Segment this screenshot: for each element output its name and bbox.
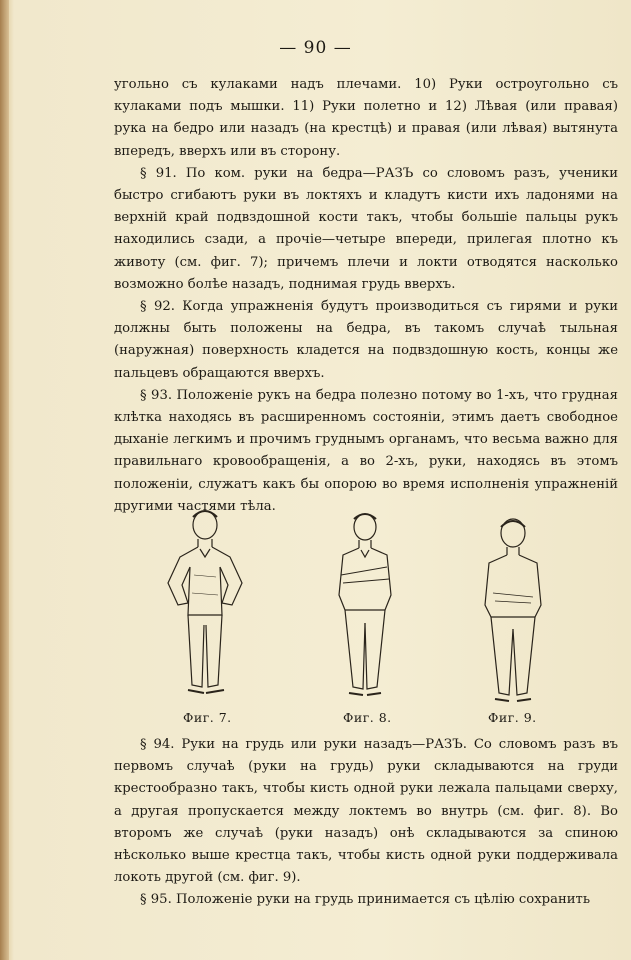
paragraph-93: § 93. Положеніе рукъ на бедра полезно потому во 1-хъ, что грудная клѣтка находясь въ расширенномъ состояніи, этимъ даетъ свободное дыханіе легкимъ и прочимъ груднымъ органамъ, что весьма важно для правильнаго кровообращенія, а во 2-хъ, руки, находясь въ этомъ положеніи, служатъ какъ бы опорою во время исполненія упражненій другими частями тѣла. bbox=[114, 387, 618, 514]
paragraph-91: § 91. По ком. руки на бедра—РАЗЪ со словомъ разъ, ученики быстро сгибаютъ руки въ локтяхъ и кладутъ кисти ихъ ладонями на верхній край подвздошной кости такъ, чтобы большіе пальцы рукъ находились сзади, а прочіе—четыре впереди, прилегая плотно къ животу (см. фиг. 7); причемъ плечи и локти отводятся насколько возможно болѣе назадъ, поднимая грудь вверхъ. bbox=[114, 165, 618, 292]
figure-9-caption: Фиг. 9. bbox=[488, 710, 537, 725]
paragraph-92: § 92. Когда упражненія будутъ производиться съ гирями и руки должны быть положены на бедра, въ такомъ случаѣ тыльная (наружная) поверхность кладется на подвздошную кость, концы же пальцевъ обращаются вверхъ. bbox=[114, 299, 618, 381]
figure-7-caption: Фиг. 7. bbox=[183, 710, 232, 725]
figure-7-illustration bbox=[158, 505, 253, 700]
paragraph-94: § 94. Руки на грудь или руки назадъ—РАЗЪ. Со словомъ разъ въ первомъ случаѣ (руки на грудь) руки складываются на груди крестообразно такъ, чтобы кисть одной руки лежала пальцами сверху, а другая пропускается между локтемъ во внутрь (см. фиг. 8). Во второмъ же случаѣ (руки назадъ) онѣ складываются за спиною нѣсколько выше крестца такъ, чтобы кисть одной руки поддерживала локоть другой (см. фиг. 9). bbox=[114, 737, 618, 886]
paragraph-95: § 95. Положеніе руки на грудь принимается съ цѣлію сохранить bbox=[140, 892, 591, 908]
text-block-top bbox=[114, 74, 618, 518]
paragraph: угольно съ кулаками надъ плечами. 10) Руки остроугольно съ кулаками подъ мышки. 11) Руки полетно и 12) Лѣвая (или правая) рука на бедро или назадъ (на крестцѣ) и правая (или лѣвая) вытянута впередъ, вверхъ или въ сторону. bbox=[114, 77, 618, 159]
figure-9-illustration bbox=[473, 505, 553, 705]
page-spine-shadow bbox=[0, 0, 9, 960]
page-number: — 90 — bbox=[279, 38, 352, 58]
figure-8-caption: Фиг. 8. bbox=[343, 710, 392, 725]
figure-8-illustration bbox=[325, 505, 405, 700]
text-block-bottom bbox=[114, 734, 618, 912]
